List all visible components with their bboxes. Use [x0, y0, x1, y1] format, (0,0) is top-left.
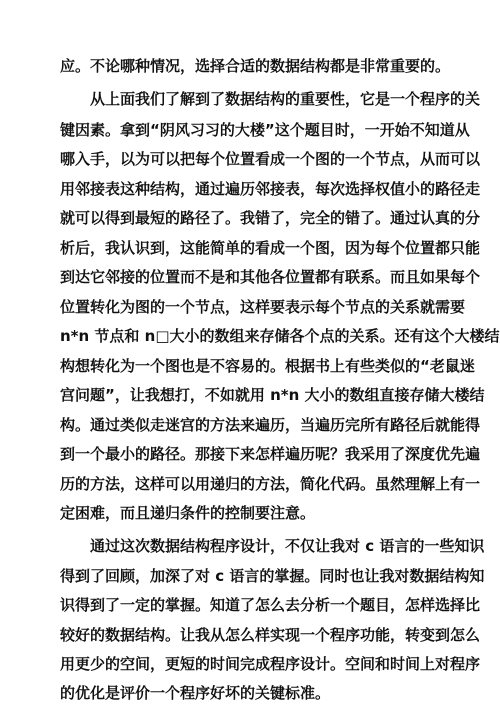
text-line: 识得到了一定的掌握。知道了怎么去分析一个题目，怎样选择比 — [60, 596, 481, 614]
text-line: 宫问题”，让我想打，不如就用 n*n 大小的数组直接存储大楼结 — [60, 386, 485, 404]
text-line: 哪入手，以为可以把每个位置看成一个图的一个节点，从而可以 — [60, 150, 481, 168]
text-line: 就可以得到最短的路径了。我错了，完全的错了。通过认真的分 — [60, 209, 481, 227]
text-line: 得到了回顾，加深了对 c 语言的掌握。同时也让我对数据结构知 — [60, 567, 485, 585]
paragraph-start-line: 通过这次数据结构程序设计，不仅让我对 c 语言的一些知识 — [90, 537, 485, 555]
text-line: 定困难，而且递归条件的控制要注意。 — [60, 504, 316, 522]
text-line: 析后，我认识到，这能简单的看成一个图，因为每个位置都只能 — [60, 239, 481, 257]
text-line: 的优化是评价一个程序好坏的关键标准。 — [60, 684, 331, 702]
text-line: 用更少的空间，更短的时间完成程序设计。空间和时间上对程序 — [60, 655, 481, 673]
text-line: 键因素。拿到“阴风习习的大楼”这个题目时，一开始不知道从 — [60, 121, 470, 139]
text-line: 位置转化为图的一个节点，这样要表示每个节点的关系就需要 — [60, 298, 466, 316]
text-line: 应。不论哪种情况，选择合适的数据结构都是非常重要的。 — [60, 57, 451, 75]
text-line: 用邻接表这种结构，通过遍历邻接表，每次选择权值小的路径走 — [60, 180, 481, 198]
text-line: 到达它邻接的位置而不是和其他各位置都有联系。而且如果每个 — [60, 268, 481, 286]
text-line: 构想转化为一个图也是不容易的。根据书上有些类似的“老鼠迷 — [60, 357, 475, 375]
text-line: 构。通过类似走迷宫的方法来遍历，当遍历完所有路径后就能得 — [60, 416, 481, 434]
text-line: 到一个最小的路径。那接下来怎样遍历呢？我采用了深度优先遍 — [60, 445, 481, 463]
text-line: 历的方法，这样可以用递归的方法，简化代码。虽然理解上有一 — [60, 475, 481, 493]
text-line: 较好的数据结构。让我从怎么样实现一个程序功能，转变到怎么 — [60, 626, 481, 644]
paragraph-start-line: 从上面我们了解到了数据结构的重要性，它是一个程序的关 — [90, 90, 481, 108]
text-line: n*n 节点和 n□大小的数组来存储各个点的关系。还有这个大楼结 — [60, 327, 500, 345]
